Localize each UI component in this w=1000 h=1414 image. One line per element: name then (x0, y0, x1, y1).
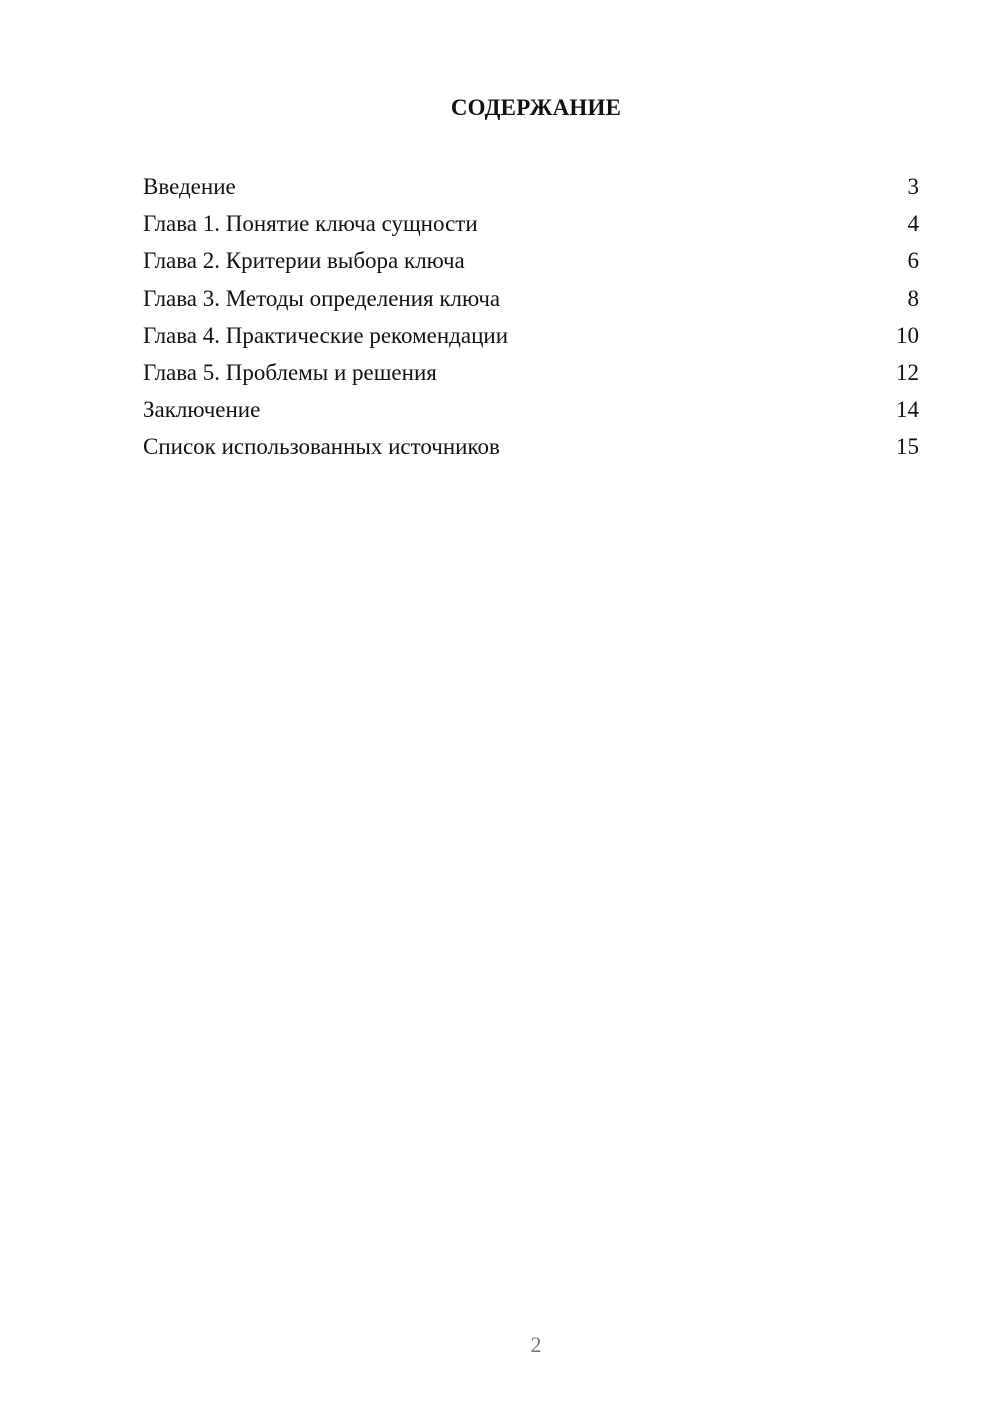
toc-entry-page: 12 (896, 359, 919, 385)
toc-entry-chapter-5 (143, 354, 919, 391)
toc-entry-label: Список использованных источников (143, 434, 500, 460)
toc-entry-page: 14 (896, 397, 919, 423)
toc-entry-conclusion (143, 391, 919, 428)
toc-title: СОДЕРЖАНИЕ (450, 95, 622, 120)
toc-entry-introduction (143, 168, 919, 205)
toc-entry-page: 10 (896, 322, 919, 348)
toc-entry-page: 15 (896, 434, 919, 460)
toc-entry-chapter-1 (143, 205, 919, 242)
toc-entry-page: 8 (907, 285, 919, 311)
toc-entry-chapter-2 (143, 242, 919, 279)
toc-entry-page: 3 (907, 174, 919, 199)
toc-entry-label: Глава 1. Понятие ключа сущности (143, 211, 478, 237)
toc-entry-label: Глава 3. Методы определения ключа (143, 285, 501, 311)
toc-entry-chapter-3 (143, 280, 919, 317)
page-number: 2 (530, 1332, 542, 1357)
toc-entry-label: Глава 5. Проблемы и решения (143, 359, 437, 385)
table-of-contents (143, 168, 919, 466)
toc-entry-page: 4 (907, 211, 919, 237)
toc-entry-label: Введение (143, 174, 236, 199)
toc-entry-chapter-4 (143, 317, 919, 354)
toc-entry-page: 6 (907, 248, 919, 274)
toc-entry-label: Заключение (143, 397, 261, 423)
toc-entry-label: Глава 4. Практические рекомендации (143, 322, 509, 348)
toc-entry-label: Глава 2. Критерии выбора ключа (143, 248, 465, 274)
toc-entry-references (143, 428, 919, 465)
